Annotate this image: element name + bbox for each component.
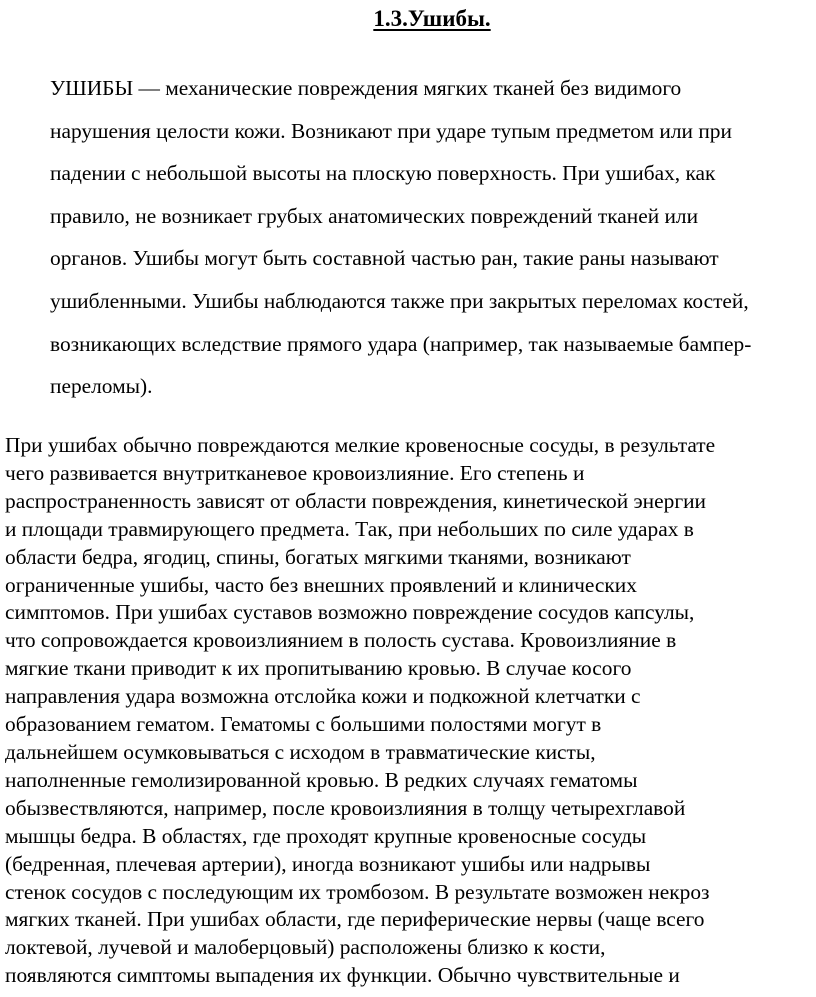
paragraph-line: что сопровождается кровоизлиянием в полость сустава. Кровоизлияние в bbox=[5, 628, 677, 653]
paragraph-line: и площади травмирующего предмета. Так, при небольших по силе ударах в bbox=[5, 516, 694, 541]
paragraph-line: возникающих вследствие прямого удара (например, так называемые бампер- bbox=[50, 331, 752, 356]
paragraph-line: обызвествляются, например, после кровоизлияния в толщу четырехглавой bbox=[5, 795, 686, 820]
paragraph-line: УШИБЫ — механические повреждения мягких тканей без видимого bbox=[50, 76, 682, 100]
paragraph-line: появляются симптомы выпадения их функции. Обычно чувствительные и bbox=[5, 963, 680, 988]
page-title bbox=[0, 4, 816, 34]
paragraph-line: (бедренная, плечевая артерии), иногда возникают ушибы или надрывы bbox=[5, 851, 651, 876]
paragraph-line: дальнейшем осумковываться с исходом в травматические кисты, bbox=[5, 739, 596, 764]
paragraph-line: чего развивается внутритканевое кровоизлияние. Его степень и bbox=[5, 460, 585, 485]
paragraph-line: распространенность зависят от области повреждения, кинетической энергии bbox=[5, 488, 706, 513]
paragraph-line: органов. Ушибы могут быть составной частью ран, такие раны называют bbox=[50, 246, 719, 271]
paragraph-line: мягкие ткани приводит к их пропитыванию кровью. В случае косого bbox=[5, 656, 632, 681]
page-title-text: 1.3.Ушибы. bbox=[373, 6, 491, 31]
paragraph-line: локтевой, лучевой и малоберцовый) расположены близко к кости, bbox=[5, 935, 606, 960]
paragraph-line: ограниченные ушибы, часто без внешних проявлений и клинических bbox=[5, 572, 637, 597]
paragraph-line: наполненные гемолизированной кровью. В редких случаях гематомы bbox=[5, 767, 638, 792]
paragraph-line: нарушения целости кожи. Возникают при ударе тупым предметом или при bbox=[50, 118, 732, 143]
paragraph-line: правило, не возникает грубых анатомических повреждений тканей или bbox=[50, 203, 699, 228]
paragraph-definition bbox=[6, 67, 814, 408]
paragraph-line: стенок сосудов с последующим их тромбозом. В результате возможен некроз bbox=[5, 879, 710, 904]
paragraph-line: мышцы бедра. В областях, где проходят крупные кровеносные сосуды bbox=[5, 823, 647, 848]
paragraph-line: ушибленными. Ушибы наблюдаются также при закрытых переломах костей, bbox=[50, 288, 749, 313]
paragraph-line: переломы). bbox=[50, 374, 153, 399]
paragraph-line: При ушибах обычно повреждаются мелкие кровеносные сосуды, в результате bbox=[5, 433, 716, 457]
paragraph-description bbox=[5, 432, 815, 990]
paragraph-line: области бедра, ягодиц, спины, богатых мягкими тканями, возникают bbox=[5, 544, 631, 569]
paragraph-line: образованием гематом. Гематомы с большими полостями могут в bbox=[5, 712, 602, 737]
paragraph-line: мягких тканей. При ушибах области, где периферические нервы (чаще всего bbox=[5, 907, 705, 932]
paragraph-line: падении с небольшой высоты на плоскую поверхность. При ушибах, как bbox=[50, 161, 716, 186]
paragraph-line: симптомов. При ушибах суставов возможно повреждение сосудов капсулы, bbox=[5, 600, 695, 625]
paragraph-line: направления удара возможна отслойка кожи и подкожной клетчатки с bbox=[5, 684, 641, 709]
